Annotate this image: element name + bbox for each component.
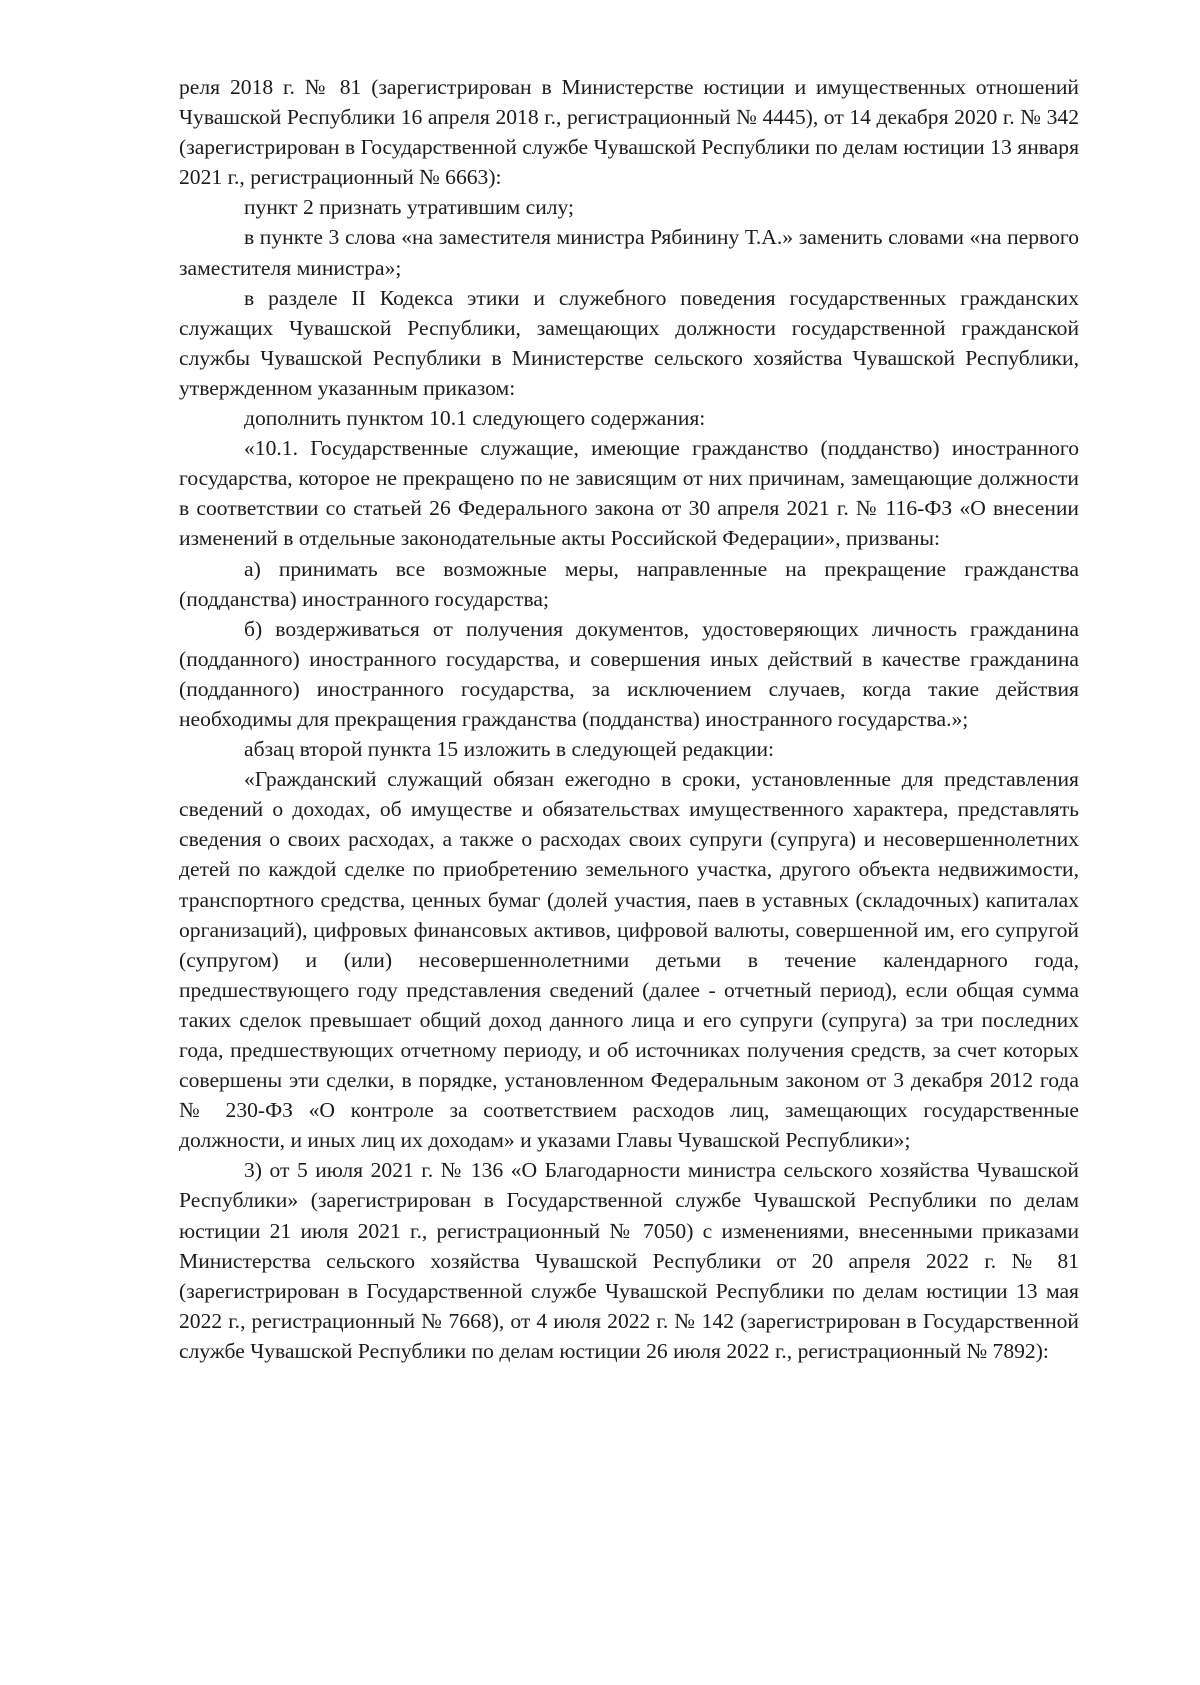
paragraph-item-15: абзац второй пункта 15 изложить в следующей редакции: — [244, 737, 775, 762]
paragraph-item-15-text: «Гражданский служащий обязан ежегодно в сроки, установленные для представления сведений о доходах, об имуществе и обязательствах имущественного характера, представлять сведения о своих расходах, а также о расходах своих супруги (супруга) и несовершеннолетних детей по каждой сделке по приобретению земельного участка, другого объекта недвижимости, транспортного средства, ценных бумаг (долей участия, паев в уставных (складочных) капиталах организаций), цифровых финансовых активов, цифровой валюты, совершенной им, его супругой (супругом) и (или) несовершеннолетними детьми в течение календарного года, предшествующего году представления сведений (далее - отчетный период), если общая сумма таких сделок превышает общий доход данного лица и его супруги (супруга) за три последних года, предшествующих отчетному периоду, и об источниках получения средств, за счет которых совершены эти сделки, в порядке, установленном Федеральным законом от 3 декабря 2012 года № 230-ФЗ «О контроле за соответствием расходов лиц, замещающих государственные должности, и иных лиц их доходам» и указами Главы Чувашской Республики»; — [179, 767, 1079, 1153]
paragraph-sub-b: б) воздерживаться от получения документов, удостоверяющих личность гражданина (подданного) иностранного государства, и совершения иных действий в качестве гражданина (подданного) иностранного государства, за исключением случаев, когда такие действия необходимы для прекращения гражданства (подданства) иностранного государства.»; — [179, 616, 1079, 731]
paragraph-item-2: пункт 2 признать утратившим силу; — [244, 195, 575, 220]
paragraph-order-3: 3) от 5 июля 2021 г. № 136 «О Благодарности министра сельского хозяйства Чувашской Республики» (зарегистрирован в Государственной службе Чувашской Республики по делам юстиции 21 июля 2021 г., регистрационный № 7050) с изменениями, внесенными приказами Министерства сельского хозяйства Чувашской Республики от 20 апреля 2022 г. № 81 (зарегистрирован в Государственной службе Чувашской Республики по делам юстиции 13 мая 2022 г., регистрационный № 7668), от 4 июля 2022 г. № 142 (зарегистрирован в Государственной службе Чувашской Республики по делам юстиции 26 июля 2022 г., регистрационный № 7892): — [179, 1158, 1079, 1363]
paragraph-item-3: в пункте 3 слова «на заместителя министра Рябинину Т.А.» заменить словами «на первого заместителя министра»; — [179, 225, 1079, 280]
paragraph-sub-a: а) принимать все возможные меры, направленные на прекращение гражданства (подданства) иностранного государства; — [179, 556, 1079, 611]
paragraph-continuation: реля 2018 г. № 81 (зарегистрирован в Министерстве юстиции и имущественных отношений Чувашской Республики 16 апреля 2018 г., регистрационный № 4445), от 14 декабря 2020 г. № 342 (зарегистрирован в Государственной службе Чувашской Республики по делам юстиции 13 января 2021 г., регистрационный № 6663): — [179, 75, 1079, 190]
document-body — [179, 72, 1079, 1366]
paragraph-add-10-1: дополнить пунктом 10.1 следующего содержания: — [244, 406, 706, 431]
paragraph-10-1-text: «10.1. Государственные служащие, имеющие гражданство (подданство) иностранного государства, которое не прекращено по не зависящим от них причинам, замещающие должности в соответствии со статьей 26 Федерального закона от 30 апреля 2021 г. № 116-ФЗ «О внесении изменений в отдельные законодательные акты Российской Федерации», призваны: — [179, 436, 1079, 551]
paragraph-section-ii: в разделе II Кодекса этики и служебного поведения государственных гражданских служащих Чувашской Республики, замещающих должности государственной гражданской службы Чувашской Республики в Министерстве сельского хозяйства Чувашской Республики, утвержденном указанным приказом: — [179, 285, 1079, 400]
